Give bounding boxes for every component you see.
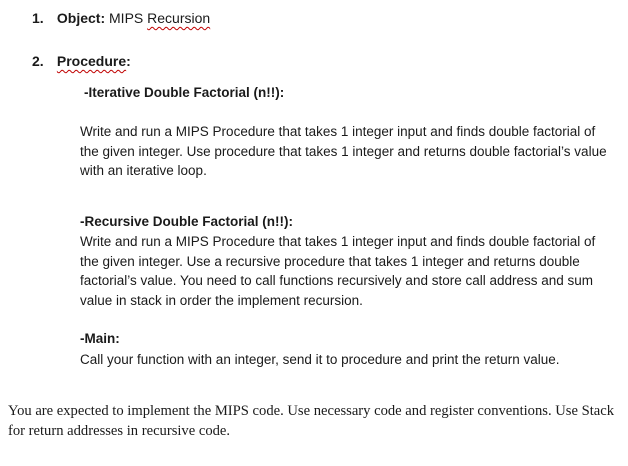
object-value-mips: MIPS [109,10,148,26]
recursive-paragraph: Write and run a MIPS Procedure that takes 1 integer input and finds double factorial of the given integer. Use a recursive procedure that takes 1 integer and returns double factorial’s value. You need to call functions recursively and store call address and sum value in stack in order the implement recursion. [80,234,596,308]
iterative-paragraph: Write and run a MIPS Procedure that takes 1 integer input and finds double factorial of the given integer. Use procedure that takes 1 integer and returns double factorial’s value with an iterative loop. [80,124,607,178]
iterative-heading: -Iterative Double Factorial (n!!): [84,85,285,100]
list-item-procedure [32,52,131,70]
object-value-recursion: Recursion [147,10,211,26]
footer-note: You are expected to implement the MIPS code. Use necessary code and register conventions. Use Stack for return addresses in recursive code. [8,403,615,439]
procedure-label: Procedure [56,53,127,69]
object-label: Object: [56,10,106,26]
list-number: 2. [32,53,44,69]
main-paragraph: Call your function with an integer, send it to procedure and print the return value. [80,352,560,367]
main-heading: -Main: [80,331,120,346]
procedure-colon: : [126,53,131,69]
list-number: 1. [32,10,44,26]
list-item-object [32,9,210,27]
recursive-heading: -Recursive Double Factorial (n!!): [80,214,294,229]
